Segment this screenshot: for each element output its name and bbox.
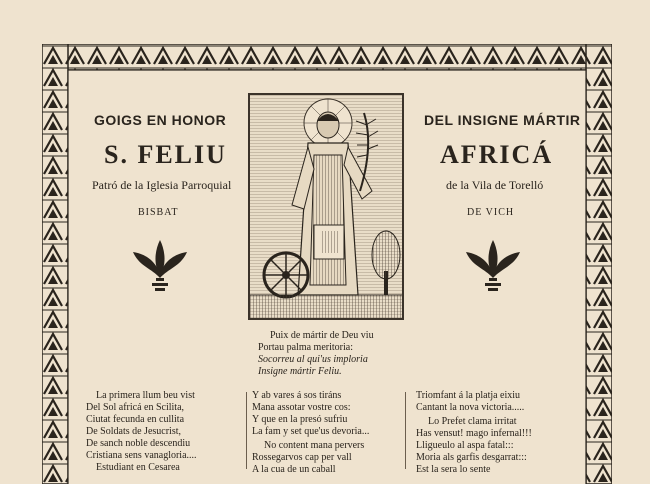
col3-line-7: Est la sera lo sente [416, 464, 491, 475]
col1-line-2: Del Sol africá en Scilita, [86, 402, 185, 413]
left-title: S. FELIU [104, 140, 227, 169]
left-smallcaps: BISBAT [138, 207, 179, 218]
right-heading: DEL INSIGNE MÁRTIR [424, 112, 581, 128]
col2-line-4: La fam y set que'us devoria... [252, 426, 370, 437]
col1-line-1: La primera llum beu vist [96, 390, 195, 401]
right-subtitle: de la Vila de Torelló [446, 178, 544, 192]
col3-line-2: Cantant la nova victoria..... [416, 402, 525, 413]
col3-line-3: Lo Prefet clama irritat [428, 416, 517, 427]
intro-line-2: Portau palma meritoria: [258, 342, 353, 353]
right-title: AFRICÁ [440, 140, 554, 169]
col3-line-1: Triomfant á la platja eixiu [416, 390, 521, 401]
col2-line-7: A la cua de un caball [252, 464, 336, 475]
column-rule-left [246, 392, 247, 469]
palm-leaf-ornament-right [464, 238, 522, 294]
right-smallcaps: DE VICH [467, 207, 515, 218]
col2-line-1: Y ab vares á sos tiráns [252, 390, 342, 401]
col1-line-6: Cristiana sens vanagloria.... [86, 450, 197, 461]
col1-line-7: Estudiant en Cesarea [96, 462, 180, 473]
col3-line-6: Moria als garfis desgarrat::: [416, 452, 527, 463]
left-subtitle: Patró de la Iglesia Parroquial [92, 178, 232, 192]
col1-line-5: De sanch noble descendiu [86, 438, 191, 449]
col2-line-3: Y que en la presó sufriu [252, 414, 348, 425]
palm-leaf-ornament-left [131, 238, 189, 294]
col2-line-5: No content mana pervers [264, 440, 365, 451]
col3-line-5: Lligueulo al aspa fatal::: [416, 440, 514, 451]
col2-line-6: Rossegarvos cap per vall [252, 452, 352, 463]
intro-line-3: Socorreu al qui'us imploria [258, 354, 368, 365]
intro-line-4: Insigne mártir Feliu. [258, 366, 342, 377]
col3-line-4: Has vensut! mago infernal!!! [416, 428, 532, 439]
col1-line-3: Ciutat fecunda en cullita [86, 414, 185, 425]
column-rule-right [405, 392, 406, 469]
intro-line-1: Puix de mártir de Deu viu [270, 330, 374, 341]
left-heading: GOIGS EN HONOR [94, 112, 227, 128]
col1-line-4: De Soldats de Jesucrist, [86, 426, 181, 437]
col2-line-2: Mana assotar vostre cos: [252, 402, 351, 413]
saint-engraving [248, 93, 404, 320]
